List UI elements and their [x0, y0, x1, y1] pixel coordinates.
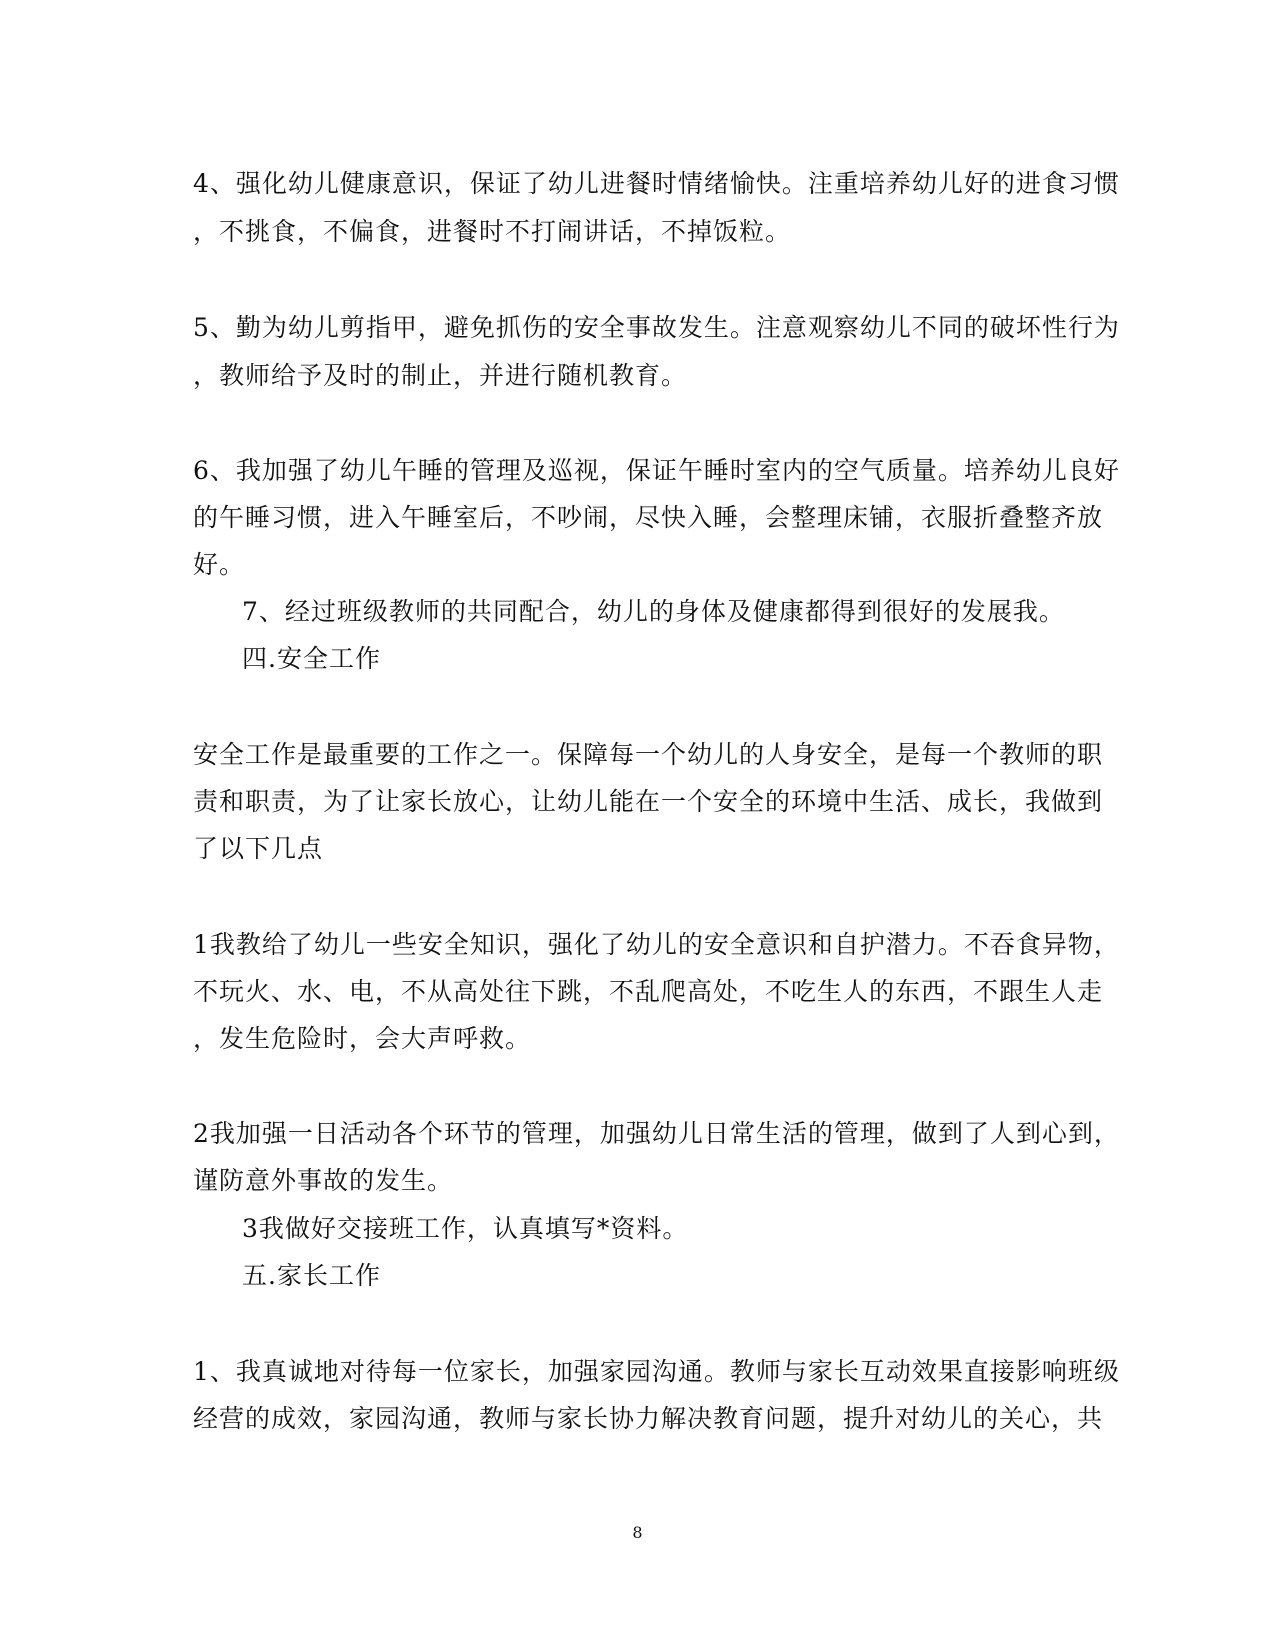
- parents-item-1-line-2: 经营的成效，家园沟通，教师与家长协力解决教育问题，提升对幼儿的关心，共: [193, 1404, 1104, 1433]
- safety-item-1-line-3: ，发生危险时，会大声呼救。: [193, 1024, 532, 1053]
- section-heading-safety: 四.安全工作: [242, 644, 381, 673]
- paragraph-7: 7、经过班级教师的共同配合，幼儿的身体及健康都得到很好的发展我。: [242, 597, 1065, 626]
- section-heading-parents: 五.家长工作: [242, 1261, 381, 1290]
- paragraph-4-line-2: ，不挑食，不偏食，进餐时不打闹讲话，不掉饭粒。: [193, 217, 792, 246]
- safety-item-3: 3我做好交接班工作，认真填写*资料。: [242, 1214, 689, 1243]
- safety-item-1-line-2: 不玩火、水、电，不从高处往下跳，不乱爬高处，不吃生人的东西，不跟生人走: [193, 977, 1104, 1006]
- safety-item-1-line-1: 1我教给了幼儿一些安全知识，强化了幼儿的安全意识和自护潜力。不吞食异物，: [193, 930, 1120, 959]
- parents-item-1-line-1: 1、我真诚地对待每一位家长，加强家园沟通。教师与家长互动效果直接影响班级: [193, 1357, 1120, 1386]
- paragraph-6-line-3: 好。: [193, 550, 246, 579]
- safety-item-2-line-2: 谨防意外事故的发生。: [193, 1166, 454, 1195]
- safety-intro-line-1: 安全工作是最重要的工作之一。保障每一个幼儿的人身安全，是每一个教师的职: [193, 740, 1104, 769]
- paragraph-4-line-1: 4、强化幼儿健康意识，保证了幼儿进餐时情绪愉快。注重培养幼儿好的进食习惯: [193, 169, 1120, 198]
- paragraph-5-line-1: 5、勤为幼儿剪指甲，避免抓伤的安全事故发生。注意观察幼儿不同的破坏性行为: [193, 313, 1120, 342]
- safety-item-2-line-1: 2我加强一日活动各个环节的管理，加强幼儿日常生活的管理，做到了人到心到，: [193, 1119, 1120, 1148]
- paragraph-6-line-2: 的午睡习惯，进入午睡室后，不吵闹，尽快入睡，会整理床铺，衣服折叠整齐放: [193, 503, 1104, 532]
- safety-intro-line-3: 了以下几点: [193, 834, 324, 863]
- paragraph-6-line-1: 6、我加强了幼儿午睡的管理及巡视，保证午睡时室内的空气质量。培养幼儿良好: [193, 456, 1120, 485]
- safety-intro-line-2: 责和职责，为了让家长放心，让幼儿能在一个安全的环境中生活、成长，我做到: [193, 787, 1104, 816]
- page-number: 8: [632, 1523, 643, 1542]
- paragraph-5-line-2: ，教师给予及时的制止，并进行随机教育。: [193, 361, 688, 390]
